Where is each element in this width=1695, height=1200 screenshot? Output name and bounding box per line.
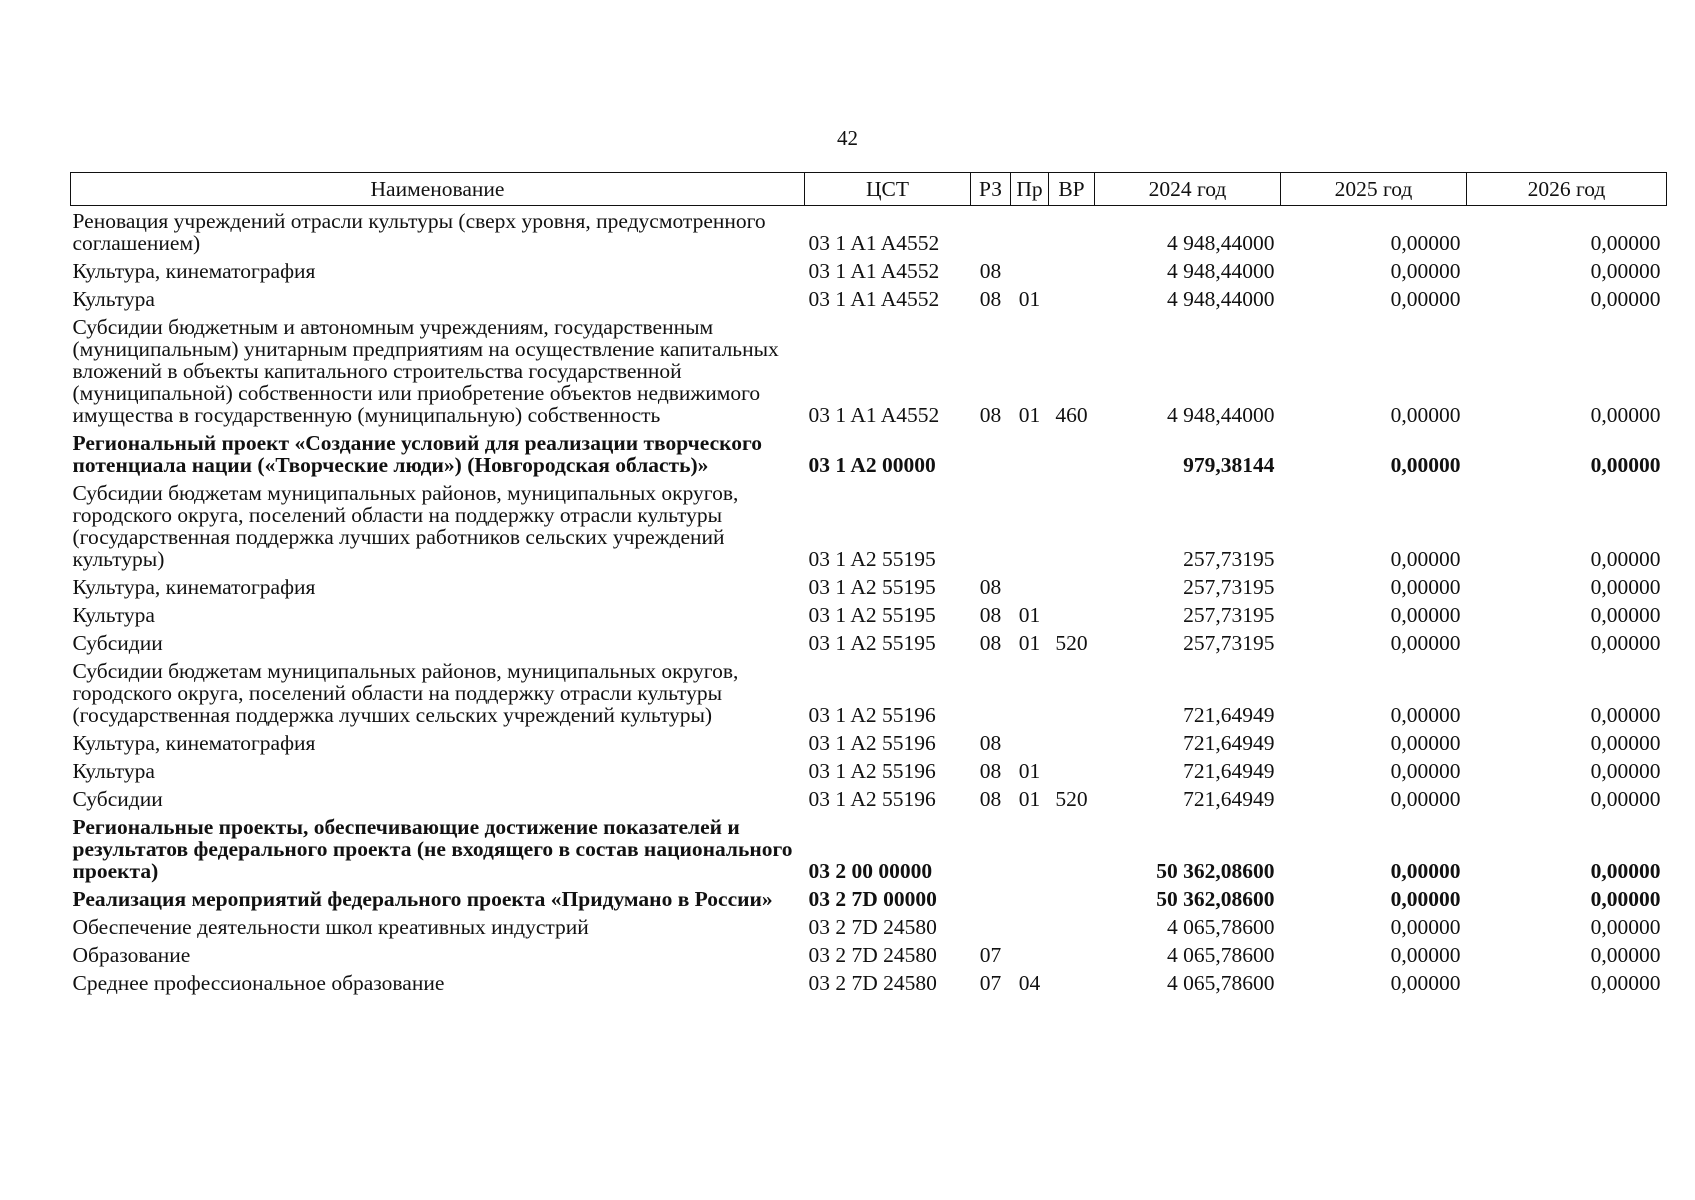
- header-pr: Пр: [1011, 173, 1049, 206]
- cell-vr: [1049, 284, 1095, 312]
- cell-name: Субсидии: [72, 631, 163, 655]
- cell-name: Реновация учреждений отрасли культуры (сверх уровня, предусмотренного соглашением): [72, 209, 766, 255]
- cell-2026: 0,00000: [1590, 547, 1661, 571]
- table-body: [71, 206, 1667, 997]
- cell-cst: 03 1 A2 55195: [808, 603, 936, 627]
- cell-cst: 03 1 A2 55195: [808, 631, 936, 655]
- cell-2025: 0,00000: [1390, 575, 1461, 599]
- cell-cst: 03 1 A1 A4552: [808, 231, 940, 255]
- cell-2024: 4 065,78600: [1167, 943, 1275, 967]
- cell-rz: [971, 428, 1011, 478]
- cell-pr: [1011, 656, 1049, 728]
- cell-2025: 0,00000: [1390, 631, 1461, 655]
- cell-2024: 4 948,44000: [1167, 287, 1275, 311]
- cell-vr: [1049, 968, 1095, 996]
- cell-rz: 08: [979, 631, 1002, 655]
- cell-2025: 0,00000: [1390, 915, 1461, 939]
- cell-name: Культура: [72, 287, 155, 311]
- cell-2026: 0,00000: [1590, 859, 1661, 883]
- cell-2024: 721,64949: [1183, 703, 1275, 727]
- cell-2025: 0,00000: [1390, 453, 1461, 477]
- cell-pr: [1011, 206, 1049, 257]
- cell-pr: [1011, 256, 1049, 284]
- table-row: [71, 478, 1667, 572]
- cell-rz: 07: [979, 971, 1002, 995]
- cell-2024: 979,38144: [1183, 453, 1275, 477]
- cell-name: Культура: [72, 603, 155, 627]
- cell-cst: 03 1 A2 55195: [808, 547, 936, 571]
- cell-pr: 04: [1018, 971, 1041, 995]
- header-2025: 2025 год: [1281, 173, 1467, 206]
- cell-2026: 0,00000: [1590, 787, 1661, 811]
- cell-2026: 0,00000: [1590, 971, 1661, 995]
- cell-vr: [1049, 728, 1095, 756]
- cell-2025: 0,00000: [1390, 231, 1461, 255]
- cell-cst: 03 2 00 00000: [808, 859, 933, 883]
- table-row: [71, 884, 1667, 912]
- cell-name: Субсидии бюджетам муниципальных районов, муниципальных округов, городского округа, поселений области на поддержку отрасли культуры (государственная поддержка лучших работников сельских учреждений культуры): [72, 481, 739, 571]
- cell-rz: 08: [979, 787, 1002, 811]
- cell-cst: 03 2 7D 24580: [808, 943, 937, 967]
- cell-cst: 03 1 A2 55196: [808, 787, 936, 811]
- cell-vr: [1049, 478, 1095, 572]
- cell-2026: 0,00000: [1590, 603, 1661, 627]
- cell-name: Субсидии бюджетам муниципальных районов, муниципальных округов, городского округа, поселений области на поддержку отрасли культуры (государственная поддержка лучших сельских учреждений культуры): [72, 659, 739, 727]
- cell-rz: [971, 478, 1011, 572]
- cell-pr: [1011, 572, 1049, 600]
- cell-2024: 4 948,44000: [1167, 403, 1275, 427]
- cell-2026: 0,00000: [1590, 731, 1661, 755]
- cell-name: Реализация мероприятий федерального проекта «Придумано в России»: [72, 887, 773, 911]
- cell-2026: 0,00000: [1590, 403, 1661, 427]
- cell-cst: 03 2 7D 24580: [808, 915, 937, 939]
- cell-vr: 520: [1055, 787, 1088, 811]
- cell-2025: 0,00000: [1390, 859, 1461, 883]
- cell-cst: 03 1 A2 55196: [808, 731, 936, 755]
- table-row: [71, 600, 1667, 628]
- cell-rz: 07: [979, 943, 1002, 967]
- cell-2025: 0,00000: [1390, 703, 1461, 727]
- cell-rz: 08: [979, 759, 1002, 783]
- cell-2025: 0,00000: [1390, 787, 1461, 811]
- page-number: 42: [837, 126, 858, 150]
- table-row: [71, 284, 1667, 312]
- cell-pr: [1011, 812, 1049, 884]
- cell-pr: [1011, 728, 1049, 756]
- cell-2025: 0,00000: [1390, 287, 1461, 311]
- table-row: [71, 428, 1667, 478]
- cell-vr: [1049, 428, 1095, 478]
- cell-cst: 03 1 A1 A4552: [808, 403, 940, 427]
- cell-pr: [1011, 478, 1049, 572]
- cell-2026: 0,00000: [1590, 943, 1661, 967]
- header-name: Наименование: [71, 173, 805, 206]
- cell-cst: 03 1 A1 A4552: [808, 287, 940, 311]
- table-row: [71, 940, 1667, 968]
- budget-table: [70, 172, 1667, 996]
- cell-2025: 0,00000: [1390, 887, 1461, 911]
- cell-2024: 4 065,78600: [1167, 971, 1275, 995]
- header-2026: 2026 год: [1467, 173, 1667, 206]
- cell-2024: 50 362,08600: [1156, 887, 1275, 911]
- cell-rz: 08: [979, 259, 1002, 283]
- cell-2024: 50 362,08600: [1156, 859, 1275, 883]
- cell-pr: 01: [1018, 787, 1041, 811]
- cell-cst: 03 1 A2 55196: [808, 759, 936, 783]
- cell-name: Образование: [72, 943, 191, 967]
- header-vr: ВР: [1049, 173, 1095, 206]
- cell-pr: 01: [1018, 631, 1041, 655]
- cell-name: Культура, кинематография: [72, 259, 316, 283]
- table-row: [71, 656, 1667, 728]
- cell-vr: [1049, 812, 1095, 884]
- cell-2024: 721,64949: [1183, 759, 1275, 783]
- cell-name: Культура, кинематография: [72, 575, 316, 599]
- cell-vr: [1049, 206, 1095, 257]
- cell-rz: 08: [979, 287, 1002, 311]
- cell-vr: [1049, 656, 1095, 728]
- cell-pr: [1011, 940, 1049, 968]
- cell-pr: 01: [1018, 403, 1041, 427]
- cell-2024: 4 948,44000: [1167, 231, 1275, 255]
- cell-2026: 0,00000: [1590, 759, 1661, 783]
- header-cst: ЦСТ: [805, 173, 971, 206]
- cell-2026: 0,00000: [1590, 575, 1661, 599]
- cell-cst: 03 1 A2 00000: [808, 453, 936, 477]
- table-header: [71, 173, 1667, 206]
- cell-vr: [1049, 756, 1095, 784]
- table-row: [71, 912, 1667, 940]
- cell-pr: 01: [1018, 603, 1041, 627]
- cell-vr: [1049, 600, 1095, 628]
- cell-cst: 03 1 A2 55196: [808, 703, 936, 727]
- cell-2026: 0,00000: [1590, 231, 1661, 255]
- cell-2026: 0,00000: [1590, 259, 1661, 283]
- cell-2024: 4 065,78600: [1167, 915, 1275, 939]
- table-row: [71, 812, 1667, 884]
- cell-name: Культура, кинематография: [72, 731, 316, 755]
- cell-vr: [1049, 940, 1095, 968]
- cell-name: Субсидии бюджетным и автономным учреждениям, государственным (муниципальным) унитарным предприятиям на осуществление капитальных вложений в объекты капитального строительства государственной (муниципальной) собственности или приобретение объектов недвижимого имущества в государственную (муниципальную) собственность: [72, 315, 779, 427]
- cell-name: Региональные проекты, обеспечивающие достижение показателей и результатов федерального проекта (не входящего в состав национального проекта): [72, 815, 793, 883]
- table-row: [71, 312, 1667, 428]
- table-row: [71, 256, 1667, 284]
- cell-rz: [971, 912, 1011, 940]
- cell-name: Обеспечение деятельности школ креативных индустрий: [72, 915, 589, 939]
- cell-vr: [1049, 912, 1095, 940]
- cell-rz: [971, 656, 1011, 728]
- cell-rz: 08: [979, 731, 1002, 755]
- cell-cst: 03 2 7D 24580: [808, 971, 937, 995]
- cell-2025: 0,00000: [1390, 943, 1461, 967]
- cell-2025: 0,00000: [1390, 547, 1461, 571]
- cell-cst: 03 1 A1 A4552: [808, 259, 940, 283]
- cell-2026: 0,00000: [1590, 453, 1661, 477]
- cell-name: Региональный проект «Создание условий для реализации творческого потенциала нации («Творческие люди») (Новгородская область)»: [72, 431, 762, 477]
- cell-2025: 0,00000: [1390, 603, 1461, 627]
- cell-2025: 0,00000: [1390, 971, 1461, 995]
- table-row: [71, 756, 1667, 784]
- cell-vr: [1049, 572, 1095, 600]
- cell-2026: 0,00000: [1590, 287, 1661, 311]
- cell-name: Субсидии: [72, 787, 163, 811]
- table-row: [71, 728, 1667, 756]
- cell-pr: 01: [1018, 759, 1041, 783]
- cell-rz: [971, 206, 1011, 257]
- cell-2024: 257,73195: [1183, 547, 1275, 571]
- cell-pr: [1011, 912, 1049, 940]
- cell-2024: 4 948,44000: [1167, 259, 1275, 283]
- cell-2024: 257,73195: [1183, 603, 1275, 627]
- cell-cst: 03 2 7D 00000: [808, 887, 937, 911]
- table-row: [71, 784, 1667, 812]
- cell-pr: [1011, 884, 1049, 912]
- header-2024: 2024 год: [1095, 173, 1281, 206]
- table-row: [71, 968, 1667, 996]
- cell-rz: [971, 812, 1011, 884]
- cell-2026: 0,00000: [1590, 887, 1661, 911]
- header-rz: РЗ: [971, 173, 1011, 206]
- cell-rz: 08: [979, 603, 1002, 627]
- cell-2026: 0,00000: [1590, 631, 1661, 655]
- cell-vr: 520: [1055, 631, 1088, 655]
- cell-name: Среднее профессиональное образование: [72, 971, 445, 995]
- cell-2024: 721,64949: [1183, 787, 1275, 811]
- cell-2026: 0,00000: [1590, 915, 1661, 939]
- cell-vr: [1049, 884, 1095, 912]
- cell-cst: 03 1 A2 55195: [808, 575, 936, 599]
- cell-vr: 460: [1055, 403, 1088, 427]
- cell-rz: 08: [979, 575, 1002, 599]
- cell-2024: 721,64949: [1183, 731, 1275, 755]
- table-row: [71, 628, 1667, 656]
- cell-2025: 0,00000: [1390, 403, 1461, 427]
- table-row: [71, 572, 1667, 600]
- cell-2026: 0,00000: [1590, 703, 1661, 727]
- cell-2025: 0,00000: [1390, 259, 1461, 283]
- cell-2025: 0,00000: [1390, 759, 1461, 783]
- cell-pr: 01: [1018, 287, 1041, 311]
- cell-2024: 257,73195: [1183, 631, 1275, 655]
- cell-rz: 08: [979, 403, 1002, 427]
- table-row: [71, 206, 1667, 257]
- cell-vr: [1049, 256, 1095, 284]
- cell-pr: [1011, 428, 1049, 478]
- cell-2024: 257,73195: [1183, 575, 1275, 599]
- cell-2025: 0,00000: [1390, 731, 1461, 755]
- cell-name: Культура: [72, 759, 155, 783]
- header-row: [71, 173, 1667, 206]
- cell-rz: [971, 884, 1011, 912]
